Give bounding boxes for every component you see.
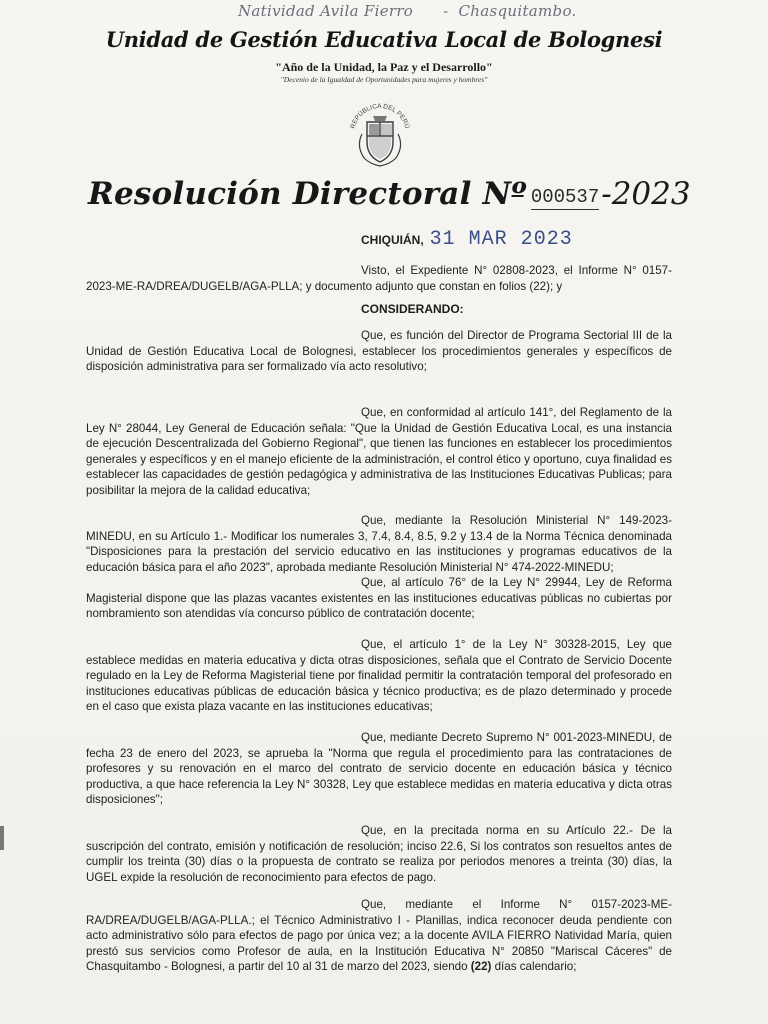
decade-motto: "Decenio de la Igualdad de Oportunidades para mujeres y hombres" [280,75,488,84]
emblem-arc-text: REPÚBLICA DEL PERÚ [349,102,411,130]
resolution-year: -2023 [601,176,691,212]
paragraph-4-text: Que, al artículo 76° de la Ley N° 29944, Ley de Reforma Magisterial dispone que las plazas vacantes existentes en las instituciones educativas públicas no cubiertas por nombramiento son atendidas vía concurso público de contratación docente; [86,576,672,621]
paragraph-1 [86,328,672,375]
paragraph-5 [86,637,672,715]
handwritten-name: Natividad Avila Fierro [238,2,414,20]
paragraph-3 [86,513,672,575]
handwritten-annotation [238,2,577,20]
paragraph-3-text: Que, mediante la Resolución Ministerial N° 149-2023-MINEDU, en su Artículo 1.- Modificar los numerales 3, 7.4, 8.4, 8.5, 9.2 y 13.4 de la Norma Técnica denominada "Disposiciones para la prestación del servicio educativo en las instituciones y programas educativos de la educación básica para el año 2023", aprobada mediante Resolución Ministerial N° 474-2022-MINEDU; [86,514,672,574]
paragraph-8 [86,897,672,975]
scan-margin-mark [0,826,4,850]
resolution-title [88,176,691,226]
resolution-label: Resolución Directoral Nº [88,176,527,212]
peru-coat-of-arms-icon [340,94,420,174]
paragraph-4 [86,575,672,622]
visto-paragraph [86,263,672,294]
paragraph-6 [86,730,672,808]
visto-text: Visto, el Expediente N° 02808-2023, el Informe N° 0157-2023-ME-RA/DREA/DUGELB/AGA-PLLA; y documento adjunto que constan en folios (22); y [86,264,672,293]
paragraph-2 [86,405,672,499]
handwritten-dash: - [443,2,449,20]
paragraph-8-days-count: (22) [470,960,492,974]
paragraph-2-text: Que, en conformidad al artículo 141°, del Reglamento de la Ley N° 28044, Ley General de Educación señala: "Que la Unidad de Gestión Educativa Local, es una instancia de ejecución Descentralizada del Gobierno Regional", que tienen las funciones en establecer los procedimientos generales y específicos y en el manejo eficiente de la administración, el control ético y oportuno, cuya finalidad es establecer las capacidades de gestión pedagógica y administrativa de las Instituciones Educativas Publicas; para posibilitar la mejora de la calidad educativa; [86,406,672,497]
handwritten-place: Chasquitambo. [458,2,577,20]
paragraph-7 [86,823,672,885]
year-name: "Año de la Unidad, la Paz y el Desarrollo" [275,60,493,74]
paragraph-8-text [86,897,672,975]
city-label: CHIQUIÁN, [361,233,424,247]
institution-name: Unidad de Gestión Educativa Local de Bolognesi [105,27,663,52]
paragraph-7-text: Que, en la precitada norma en su Artículo 22.- De la suscripción del contrato, emisión y notificación de resolución; inciso 22.6, Si los contratos son resueltos antes de cumplir los treinta (30) días o la propuesta de contrato se realiza por periodos menores a treinta (30) días, la UGEL expide la resolución de reconocimiento para efectos de pago. [86,824,672,884]
date-line [361,228,573,251]
paragraph-8-part-b: días calendario; [491,960,577,974]
considerando-heading: CONSIDERANDO: [361,302,464,316]
resolution-number: 000537 [530,186,600,208]
paragraph-5-text: Que, el artículo 1° de la Ley N° 30328-2015, Ley que establece medidas en materia educativa y dicta otras disposiciones, señala que el Contrato de Servicio Docente regulado en la Ley de Reforma Magisterial tiene por finalidad permitir la contratación temporal del profesorado en instituciones educativas públicas de educación básica y técnico productiva; es de plazo determinado y procede en el caso que exista plaza vacante en las instituciones educativas; [86,638,672,714]
date-stamp: 31 MAR 2023 [429,228,573,251]
paragraph-1-text: Que, es función del Director de Programa Sectorial III de la Unidad de Gestión Educativa Local de Bolognesi, establecer los procedimientos generales y específicos de disposición administrativa para ser formalizado vía acto resolutivo; [86,329,672,374]
paragraph-6-text: Que, mediante Decreto Supremo N° 001-2023-MINEDU, de fecha 23 de enero del 2023, se aprueba la "Norma que regula el procedimiento para las contrataciones de profesores y su renovación en el marco del contrato de servicio docente en educación básica y técnico productiva, a que hace referencia la Ley N° 30328, Ley que establece medidas en materia educativa y dicta otras disposiciones"; [86,731,672,807]
paragraph-8-part-a: Que, mediante el Informe N° 0157-2023-ME-RA/DREA/DUGELB/AGA-PLLA.; el Técnico Administrativo I - Planillas, indica reconocer deuda pendiente con acto administrativo sólo para efectos de pago por única vez; a la docente AVILA FIERRO Natividad María, quien prestó sus servicios como Profesor de aula, en la Institución Educativa N° 20850 "Mariscal Cáceres" de Chasquitambo - Bolognesi, a partir del 10 al 31 de marzo del 2023, siendo [86,898,672,974]
